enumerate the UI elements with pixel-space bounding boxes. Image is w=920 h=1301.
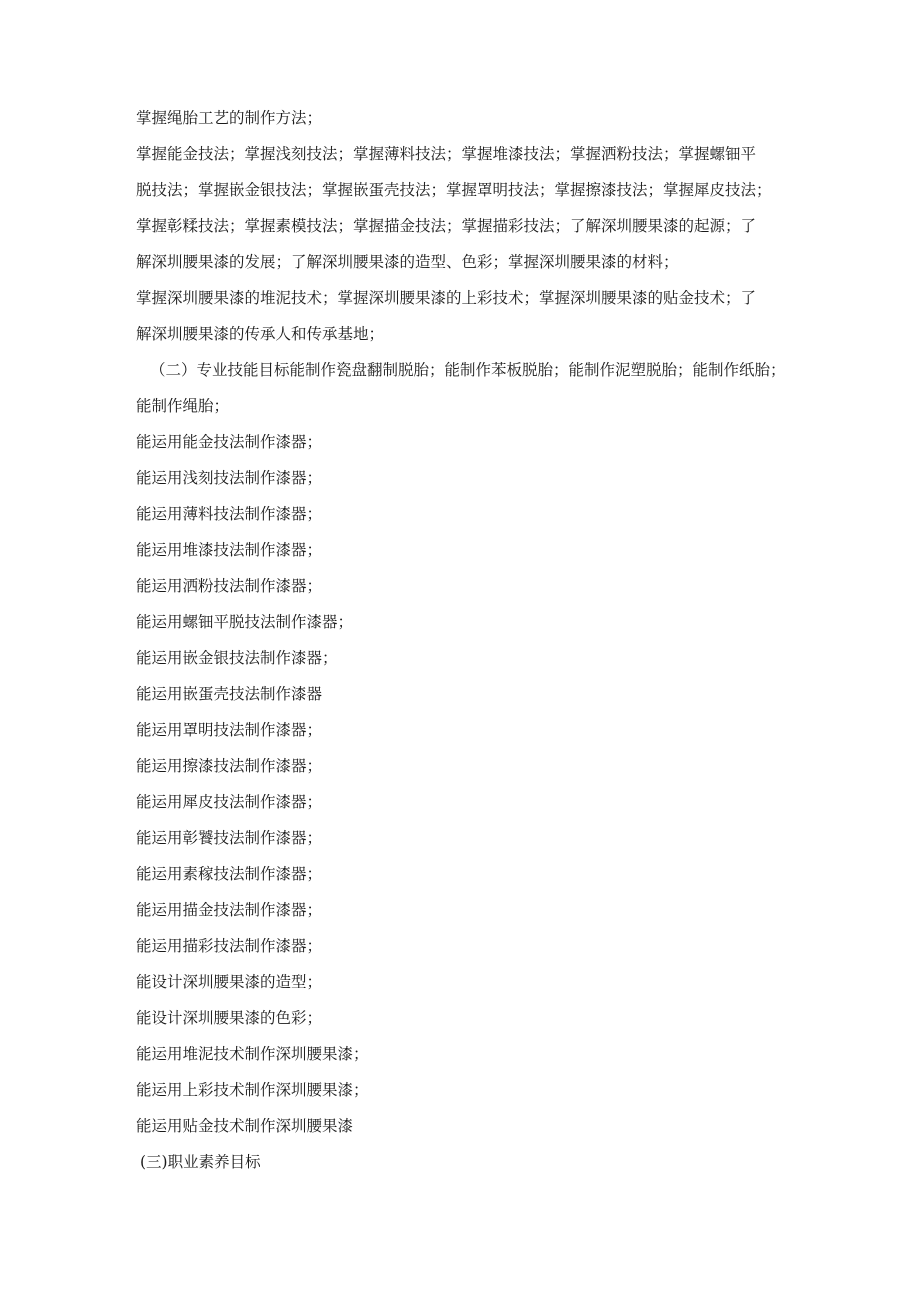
text-line: 能制作绳胎； — [136, 397, 230, 415]
list-item: 能运用堆漆技法制作漆器； — [136, 541, 323, 559]
list-item: 能运用堆泥技术制作深圳腰果漆； — [136, 1045, 369, 1063]
list-item: 能设计深圳腰果漆的色彩； — [136, 1009, 323, 1027]
text-line: 解深圳腰果漆的传承人和传承基地； — [136, 325, 385, 343]
list-item: 能运用上彩技术制作深圳腰果漆； — [136, 1081, 369, 1099]
list-item: 能运用嵌金银技法制作漆器； — [136, 649, 338, 667]
list-item: 能运用彰饕技法制作漆器； — [136, 829, 323, 847]
text-line: 脱技法；掌握嵌金银技法；掌握嵌蛋壳技法；掌握罩明技法；掌握擦漆技法；掌握犀皮技法； — [136, 181, 772, 199]
list-item: 能运用贴金技术制作深圳腰果漆 — [136, 1117, 354, 1135]
list-item: 能运用犀皮技法制作漆器； — [136, 793, 323, 811]
text-line: 掌握深圳腰果漆的堆泥技术；掌握深圳腰果漆的上彩技术；掌握深圳腰果漆的贴金技术；了 — [136, 289, 757, 307]
list-item: 能运用浅刻技法制作漆器； — [136, 469, 323, 487]
list-item: 能运用擦漆技法制作漆器； — [136, 757, 323, 775]
text-line: 掌握彰糅技法；掌握素模技法；掌握描金技法；掌握描彩技法；了解深圳腰果漆的起源；了 — [136, 217, 757, 235]
list-item: 能运用嵌蛋壳技法制作漆器 — [136, 685, 323, 703]
text-line: 掌握绳胎工艺的制作方法； — [136, 109, 323, 127]
section-heading-3: (三)职业素养目标 — [140, 1153, 261, 1171]
list-item: 能运用描彩技法制作漆器； — [136, 937, 323, 955]
text-line: 掌握能金技法；掌握浅刻技法；掌握薄料技法；掌握堆漆技法；掌握洒粉技法；掌握螺钿平 — [136, 145, 757, 163]
section-heading-2: （二）专业技能目标能制作瓷盘翻制脱胎；能制作苯板脱胎；能制作泥塑脱胎；能制作纸胎； — [150, 361, 786, 379]
list-item: 能设计深圳腰果漆的造型； — [136, 973, 323, 991]
list-item: 能运用洒粉技法制作漆器； — [136, 577, 323, 595]
list-item: 能运用薄料技法制作漆器； — [136, 505, 323, 523]
list-item: 能运用能金技法制作漆器； — [136, 433, 323, 451]
list-item: 能运用罩明技法制作漆器； — [136, 721, 323, 739]
document-body — [136, 100, 836, 1180]
text-line: 解深圳腰果漆的发展；了解深圳腰果漆的造型、色彩；掌握深圳腰果漆的材料； — [136, 253, 679, 271]
list-item: 能运用描金技法制作漆器； — [136, 901, 323, 919]
list-item: 能运用素稼技法制作漆器； — [136, 865, 323, 883]
list-item: 能运用螺钿平脱技法制作漆器； — [136, 613, 354, 631]
